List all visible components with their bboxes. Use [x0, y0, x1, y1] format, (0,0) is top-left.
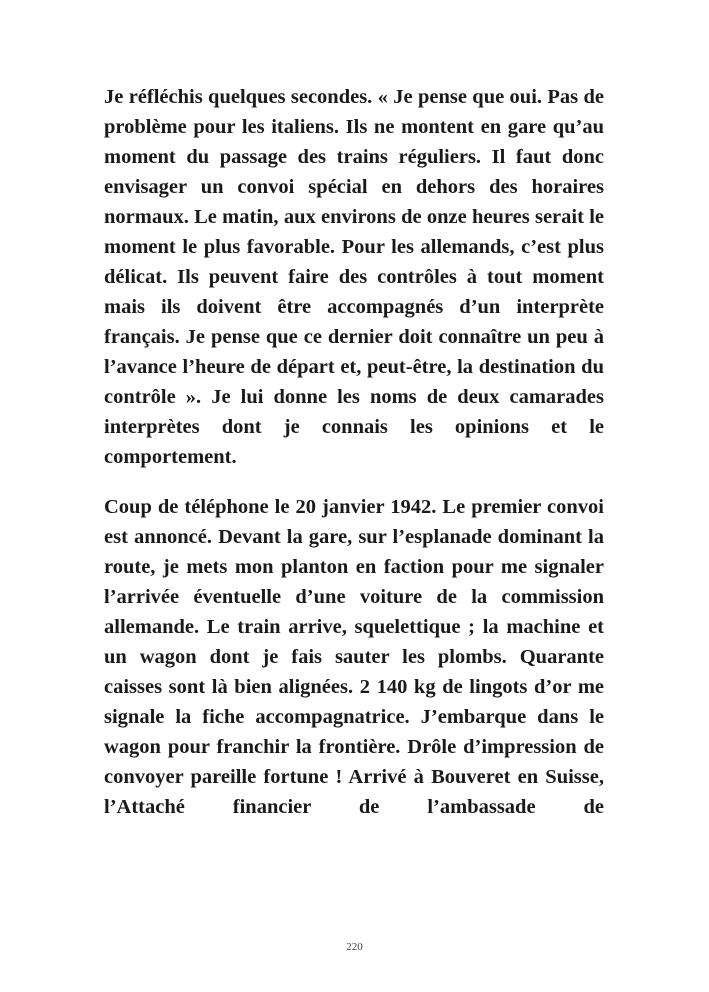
paragraph-2: Coup de téléphone le 20 janvier 1942. Le premier convoi est annoncé. Devant la gare, sur l’esplanade dominant la route, je mets mon planton en faction pour me signaler l’arrivée éventuelle d’une voiture de la commission allemande. Le train arrive, squelettique ; la machine et un wagon dont je fais sauter les plombs. Quarante caisses sont là bien alignées. 2 140 kg de lingots d’or me signale la fiche accompagnatrice. J’embarque dans le wagon pour franchir la frontière. Drôle d’impression de convoyer pareille fortune ! Arrivé à Bouveret en Suisse, l’Attaché financier de l’ambassade de — [104, 496, 604, 818]
paragraph-1: Je réfléchis quelques secondes. « Je pense que oui. Pas de problème pour les italiens. Ils ne montent en gare qu’au moment du passage des trains réguliers. Il faut donc envisager un convoi spécial en dehors des horaires normaux. Le matin, aux environs de onze heures serait le moment le plus favorable. Pour les allemands, c’est plus délicat. Ils peuvent faire des contrôles à tout moment mais ils doivent être accompagnés d’un interprète français. Je pense que ce dernier doit connaître un peu à l’avance l’heure de départ et, peut-être, la destination du contrôle ». Je lui donne les noms de deux camarades interprètes dont je connais les opinions et le comportement. — [104, 86, 604, 468]
page-body — [104, 82, 604, 822]
page-number: 220 — [346, 941, 363, 953]
